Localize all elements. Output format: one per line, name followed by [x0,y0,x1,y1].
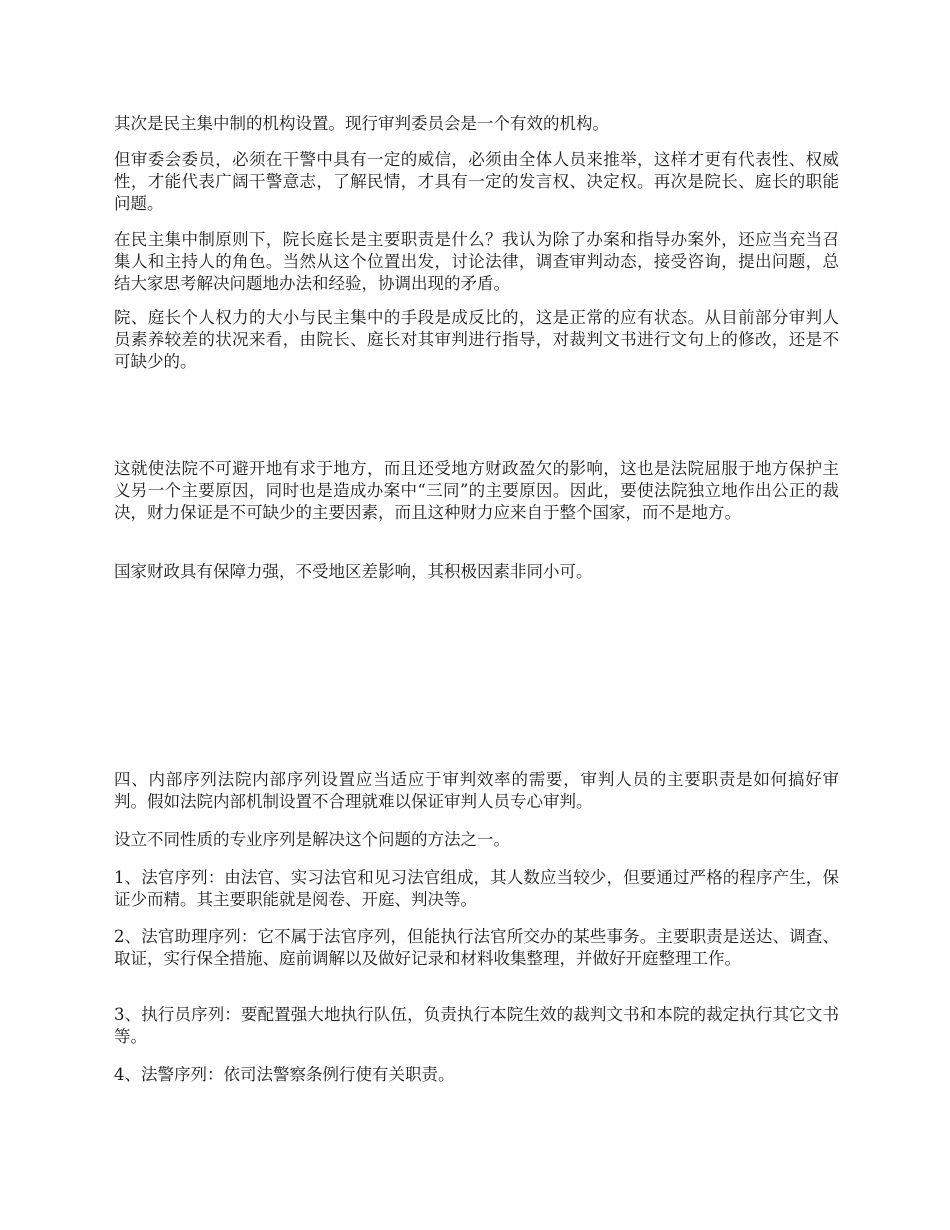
paragraph-1: 其次是民主集中制的机构设置。现行审判委员会是一个有效的机构。 [114,114,609,133]
paragraph-2: 但审委会委员，必须在干警中具有一定的威信，必须由全体人员来推举，这样才更有代表性、权威性，才能代表广阔干警意志，了解民情，才具有一定的发言权、决定权。再次是院长、庭长的职能问题。 [114,150,839,213]
paragraph-5: 这就使法院不可避开地有求于地方，而且还受地方财政盈欠的影响，这也是法院屈服于地方保护主义另一个主要原因，同时也是造成办案中“三同”的主要原因。因此，要使法院独立地作出公正的裁决，财力保证是不可缺少的主要因素，而且这种财力应来自于整个国家，而不是地方。 [114,459,839,522]
paragraph-3: 在民主集中制原则下，院长庭长是主要职责是什么？我认为除了办案和指导办案外，还应当充当召集人和主持人的角色。当然从这个位置出发，讨论法律，调查审判动态，接受咨询，提出问题，总结大家思考解决问题地办法和经验，协调出现的矛盾。 [114,230,839,293]
paragraph-7: 四、内部序列法院内部序列设置应当适应于审判效率的需要，审判人员的主要职责是如何搞好审判。假如法院内部机制设置不合理就难以保证审判人员专心审判。 [114,770,839,811]
list-item-4: 4、法警序列：依司法警察条例行使有关职责。 [114,1065,455,1084]
document-page [114,0,839,1230]
list-item-3: 3、执行员序列：要配置强大地执行队伍，负责执行本院生效的裁判文书和本院的裁定执行其它文书等。 [114,1005,839,1046]
list-item-2: 2、法官助理序列：它不属于法官序列，但能执行法官所交办的某些事务。主要职责是送达、调查、取证，实行保全措施、庭前调解以及做好记录和材料收集整理，并做好开庭整理工作。 [114,927,839,968]
list-item-1: 1、法官序列：由法官、实习法官和见习法官组成，其人数应当较少，但要通过严格的程序产生，保证少而精。其主要职能就是阅卷、开庭、判决等。 [114,868,839,909]
paragraph-8: 设立不同性质的专业序列是解决这个问题的方法之一。 [114,830,510,849]
paragraph-4: 院、庭长个人权力的大小与民主集中的手段是成反比的，这是正常的应有状态。从目前部分审判人员素养较差的状况来看，由院长、庭长对其审判进行指导，对裁判文书进行文句上的修改，还是不可缺少的。 [114,308,839,371]
paragraph-6: 国家财政具有保障力强，不受地区差影响，其积极因素非同小可。 [114,562,593,581]
